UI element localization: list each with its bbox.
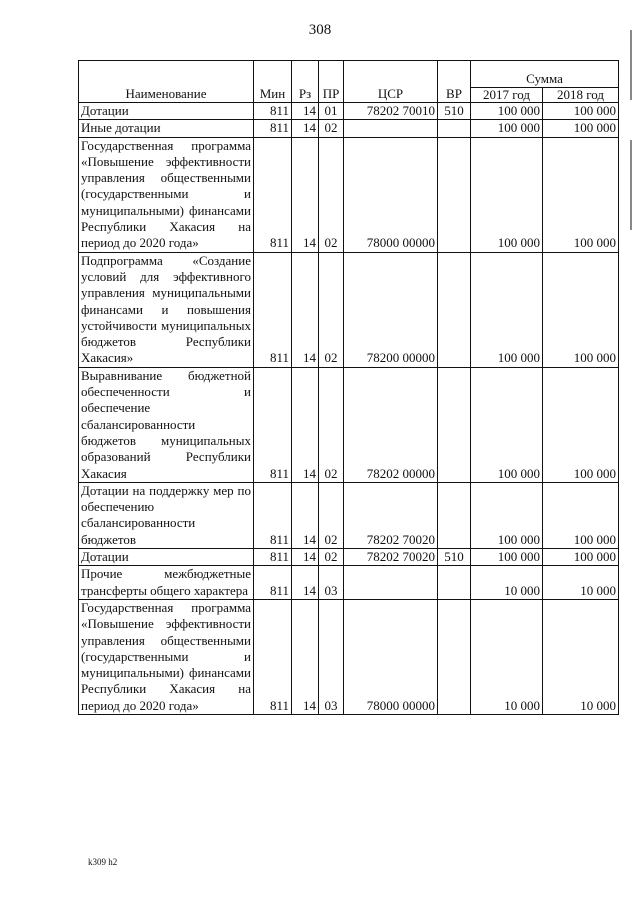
cell-sum-2017: 100 000: [471, 367, 543, 482]
cell-name: Выравнивание бюджетной обеспеченности и обеспечение сбалансированности бюджетов муниципальных образований Республики Хакасия: [79, 367, 254, 482]
header-year-2017: 2017 год: [471, 88, 543, 103]
table-row: [79, 549, 619, 566]
header-sum: Сумма: [471, 61, 619, 88]
cell-sum-2018: 100 000: [543, 137, 619, 252]
cell-vr: [438, 482, 471, 548]
header-year-2018: 2018 год: [543, 88, 619, 103]
cell-min: 811: [254, 103, 292, 120]
table-row: [79, 599, 619, 714]
cell-min: 811: [254, 252, 292, 367]
cell-sum-2017: 100 000: [471, 103, 543, 120]
cell-rz: 14: [292, 120, 319, 137]
cell-csr: 78000 00000: [344, 137, 438, 252]
cell-vr: [438, 599, 471, 714]
cell-sum-2018: 100 000: [543, 120, 619, 137]
cell-pr: 02: [319, 367, 344, 482]
cell-vr: 510: [438, 549, 471, 566]
cell-min: 811: [254, 120, 292, 137]
cell-pr: 02: [319, 137, 344, 252]
table-row: [79, 120, 619, 137]
header-vr: ВР: [438, 61, 471, 103]
cell-name: Дотации на поддержку мер по обеспечению сбалансированности бюджетов: [79, 482, 254, 548]
cell-csr: 78202 70010: [344, 103, 438, 120]
cell-vr: [438, 367, 471, 482]
cell-csr: 78202 00000: [344, 367, 438, 482]
cell-sum-2018: 100 000: [543, 103, 619, 120]
header-pr: ПР: [319, 61, 344, 103]
cell-pr: 02: [319, 549, 344, 566]
cell-rz: 14: [292, 137, 319, 252]
table-row: [79, 137, 619, 252]
cell-name: Дотации: [79, 103, 254, 120]
cell-rz: 14: [292, 482, 319, 548]
cell-rz: 14: [292, 599, 319, 714]
cell-sum-2017: 100 000: [471, 137, 543, 252]
cell-pr: 03: [319, 566, 344, 600]
table-body: [79, 103, 619, 715]
header-min: Мин: [254, 61, 292, 103]
cell-sum-2018: 10 000: [543, 599, 619, 714]
cell-min: 811: [254, 599, 292, 714]
cell-sum-2018: 100 000: [543, 482, 619, 548]
cell-sum-2017: 100 000: [471, 120, 543, 137]
table-row: [79, 482, 619, 548]
cell-sum-2018: 100 000: [543, 367, 619, 482]
header-name: Наименование: [79, 61, 254, 103]
cell-pr: 02: [319, 120, 344, 137]
cell-name: Государственная программа «Повышение эффективности управления общественными (государственными и муниципальными) финансами Республики Хакасия на период до 2020 года»: [79, 137, 254, 252]
table-row: [79, 367, 619, 482]
cell-sum-2018: 100 000: [543, 549, 619, 566]
cell-pr: 02: [319, 252, 344, 367]
cell-csr: 78202 70020: [344, 549, 438, 566]
table-header: [79, 61, 619, 103]
cell-sum-2017: 10 000: [471, 599, 543, 714]
cell-pr: 01: [319, 103, 344, 120]
cell-sum-2017: 100 000: [471, 252, 543, 367]
cell-vr: [438, 120, 471, 137]
cell-csr: [344, 566, 438, 600]
cell-vr: [438, 137, 471, 252]
cell-csr: 78200 00000: [344, 252, 438, 367]
cell-sum-2018: 10 000: [543, 566, 619, 600]
cell-csr: 78202 70020: [344, 482, 438, 548]
cell-sum-2017: 100 000: [471, 549, 543, 566]
cell-name: Иные дотации: [79, 120, 254, 137]
cell-pr: 03: [319, 599, 344, 714]
footer-code: k309 h2: [88, 857, 118, 867]
cell-min: 811: [254, 566, 292, 600]
cell-name: Подпрограмма «Создание условий для эффективного управления муниципальными финансами и повышения устойчивости муниципальных бюджетов Республики Хакасия»: [79, 252, 254, 367]
cell-csr: 78000 00000: [344, 599, 438, 714]
cell-min: 811: [254, 482, 292, 548]
cell-vr: [438, 566, 471, 600]
cell-min: 811: [254, 549, 292, 566]
cell-vr: [438, 252, 471, 367]
cell-sum-2017: 10 000: [471, 566, 543, 600]
cell-vr: 510: [438, 103, 471, 120]
cell-rz: 14: [292, 566, 319, 600]
table-row: [79, 252, 619, 367]
cell-min: 811: [254, 367, 292, 482]
cell-name: Государственная программа «Повышение эффективности управления общественными (государственными и муниципальными) финансами Республики Хакасия на период до 2020 года»: [79, 599, 254, 714]
cell-rz: 14: [292, 367, 319, 482]
cell-csr: [344, 120, 438, 137]
table-row: [79, 566, 619, 600]
page-number: 308: [308, 22, 332, 38]
cell-rz: 14: [292, 549, 319, 566]
scan-edge-mark: [630, 140, 632, 230]
cell-name: Дотации: [79, 549, 254, 566]
budget-table: [78, 60, 619, 715]
header-csr: ЦСР: [344, 61, 438, 103]
table-row: [79, 103, 619, 120]
cell-pr: 02: [319, 482, 344, 548]
cell-min: 811: [254, 137, 292, 252]
scan-edge-mark: [630, 30, 632, 100]
cell-name: Прочие межбюджетные трансферты общего характера: [79, 566, 254, 600]
cell-sum-2018: 100 000: [543, 252, 619, 367]
cell-rz: 14: [292, 252, 319, 367]
header-rz: Рз: [292, 61, 319, 103]
cell-sum-2017: 100 000: [471, 482, 543, 548]
cell-rz: 14: [292, 103, 319, 120]
